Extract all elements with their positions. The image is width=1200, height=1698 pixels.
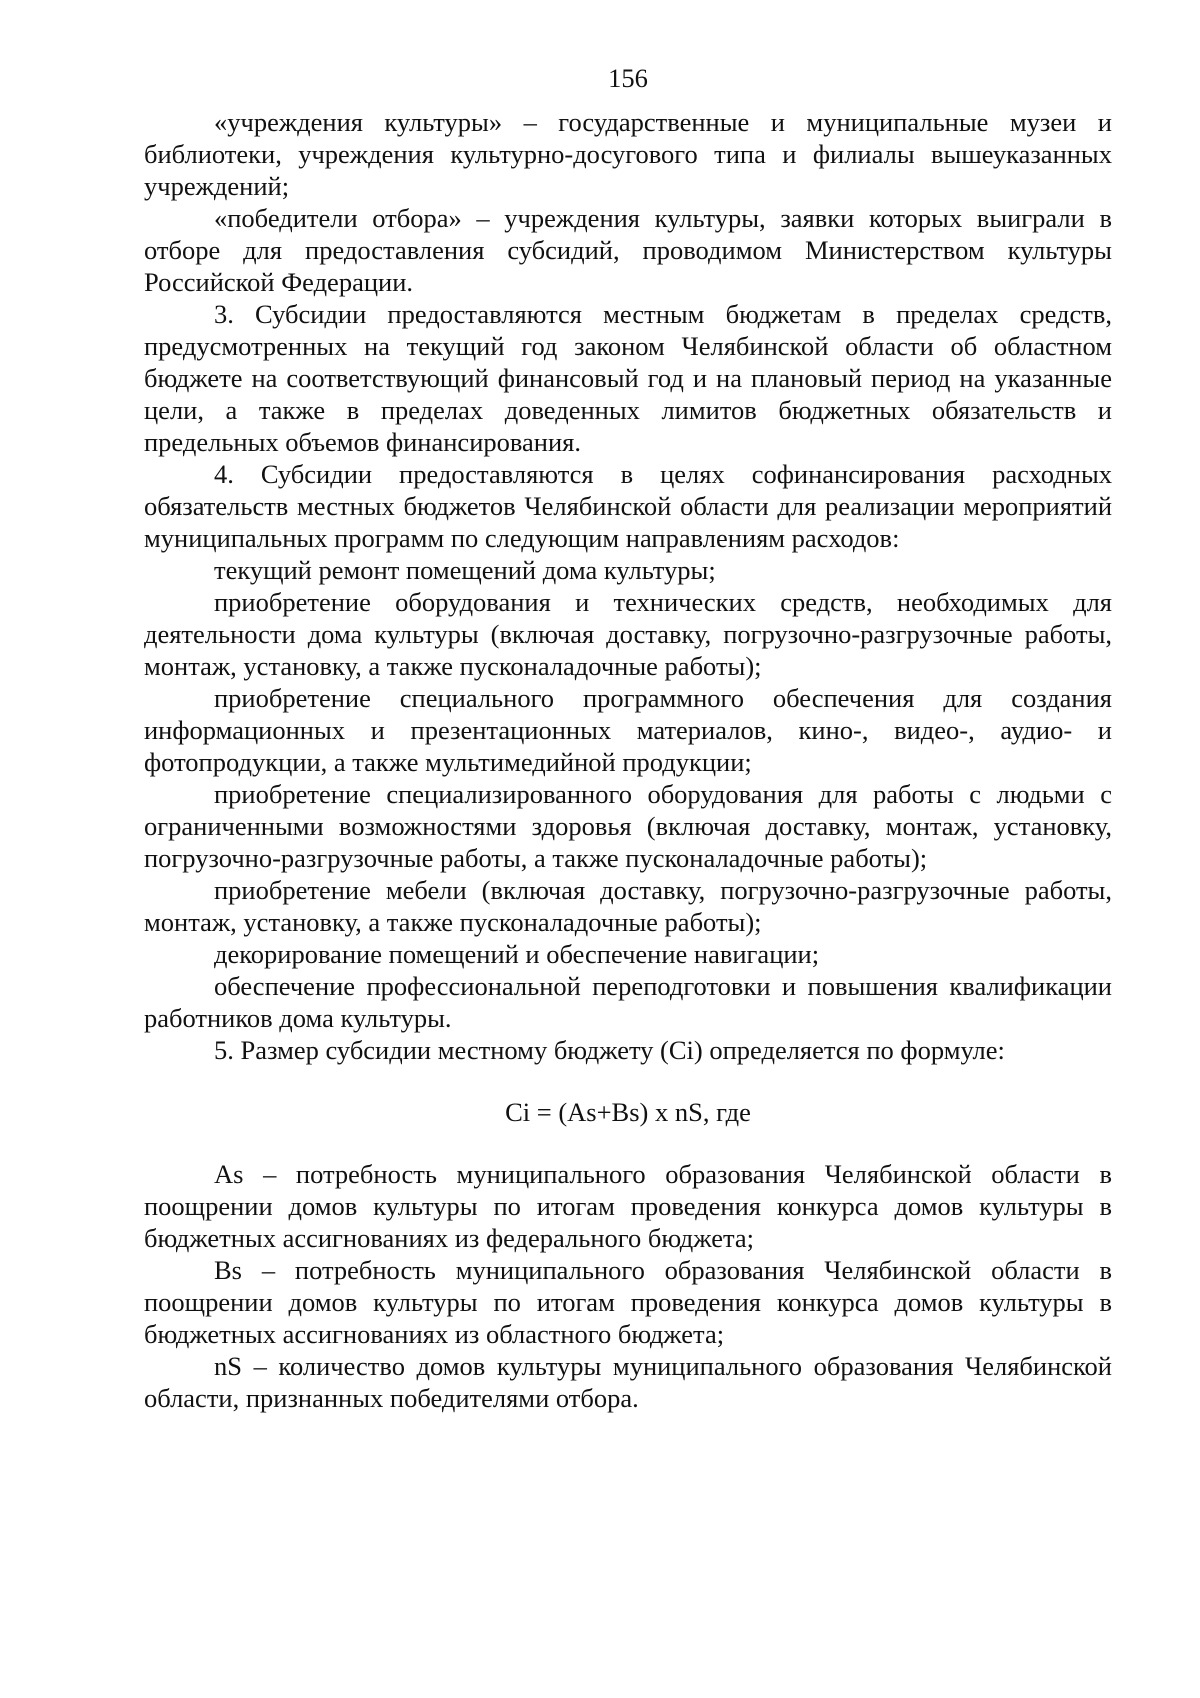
paragraph-selection-winners-definition: «победители отбора» – учреждения культуры, заявки которых выиграли в отборе для предоставления субсидий, проводимом Министерством культуры Российской Федерации.	[144, 203, 1112, 297]
paragraph-item-3: 3. Субсидии предоставляются местным бюджетам в пределах средств, предусмотренных на текущий год законом Челябинской области об областном бюджете на соответствующий финансовый год и на плановый период на указанные цели, а также в пределах доведенных лимитов бюджетных обязательств и предельных объемов финансирования.	[144, 299, 1112, 457]
paragraph-item-4: 4. Субсидии предоставляются в целях софинансирования расходных обязательств местных бюджетов Челябинской области для реализации мероприятий муниципальных программ по следующим направлениям расходов:	[144, 459, 1112, 553]
paragraph-direction-software: приобретение специального программного обеспечения для создания информационных и презентационных материалов, кино-, видео-, аудио- и фотопродукции, а также мультимедийной продукции;	[144, 683, 1112, 777]
paragraph-bs-definition: Bs – потребность муниципального образования Челябинской области в поощрении домов культуры по итогам проведения конкурса домов культуры в бюджетных ассигнованиях из областного бюджета;	[144, 1255, 1112, 1349]
paragraph-direction-decoration: декорирование помещений и обеспечение навигации;	[214, 939, 820, 969]
page-content	[144, 62, 1112, 1414]
paragraph-direction-repair: текущий ремонт помещений дома культуры;	[214, 555, 716, 585]
paragraph-direction-equipment: приобретение оборудования и технических средств, необходимых для деятельности дома культуры (включая доставку, погрузочно-разгрузочные работы, монтаж, установку, а также пусконаладочные работы);	[144, 587, 1112, 681]
page-number: 156	[608, 63, 648, 93]
paragraph-item-5: 5. Размер субсидии местному бюджету (Ci) определяется по формуле:	[214, 1035, 1005, 1065]
paragraph-ns-definition: nS – количество домов культуры муниципального образования Челябинской области, признанных победителями отбора.	[144, 1351, 1112, 1413]
paragraph-culture-institutions-definition: «учреждения культуры» – государственные и муниципальные музеи и библиотеки, учреждения культурно-досугового типа и филиалы вышеуказанных учреждений;	[144, 107, 1112, 201]
paragraph-direction-accessibility-equipment: приобретение специализированного оборудования для работы с людьми с ограниченными возможностями здоровья (включая доставку, монтаж, установку, погрузочно-разгрузочные работы, а также пусконаладочные работы);	[144, 779, 1112, 873]
paragraph-direction-training: обеспечение профессиональной переподготовки и повышения квалификации работников дома культуры.	[144, 971, 1112, 1033]
paragraph-as-definition: As – потребность муниципального образования Челябинской области в поощрении домов культуры по итогам проведения конкурса домов культуры в бюджетных ассигнованиях из федерального бюджета;	[144, 1159, 1112, 1253]
subsidy-formula: Ci = (As+Bs) x nS, где	[505, 1097, 751, 1127]
paragraph-direction-furniture: приобретение мебели (включая доставку, погрузочно-разгрузочные работы, монтаж, установку, а также пусконаладочные работы);	[144, 875, 1112, 937]
